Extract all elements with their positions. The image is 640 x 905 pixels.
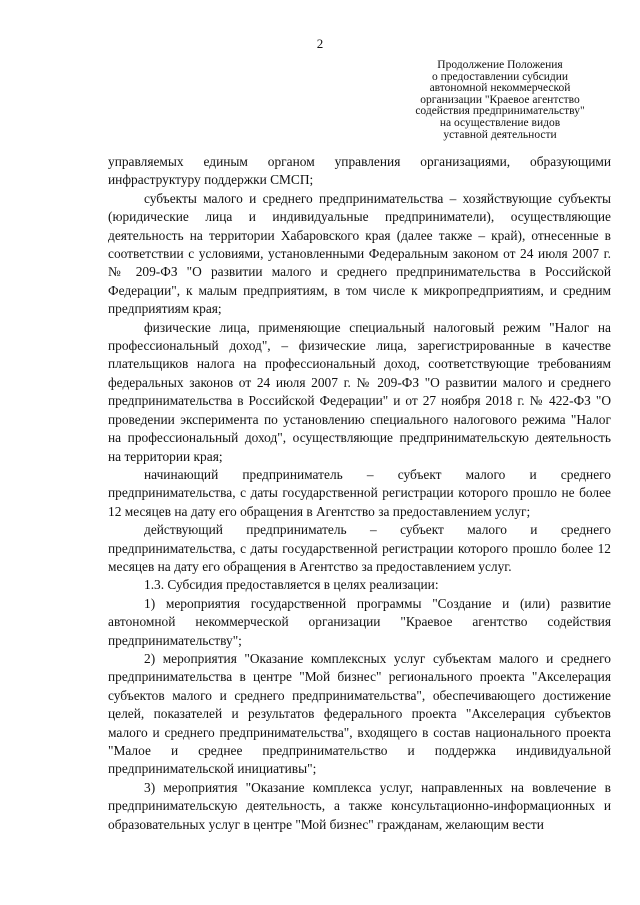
paragraph-starting-entrepreneur: начинающий предприниматель – субъект малого и среднего предпринимательства, с даты государственной регистрации которого прошло не более 12 месяцев на дату его обращения в Агентство за предоставлением услуг; [108, 466, 611, 519]
header-line: на осуществление видов [439, 116, 561, 129]
paragraph-self-employed-definition: физические лица, применяющие специальный налоговый режим "Налог на профессиональный доход", – физические лица, зарегистрированные в качестве плательщиков налога на профессиональный доход, соответствующие требованиям федеральных законов от 24 июля 2007 г. № 209-ФЗ "О развитии малого и среднего предпринимательства в Российской Федерации" и от 27 ноября 2018 г. № 422-ФЗ "О проведении эксперимента по установлению специального налогового режима "Налог на профессиональный доход", осуществляющие предпринимательскую деятельность на территории края; [108, 319, 611, 464]
document-body [108, 153, 611, 834]
paragraph-active-entrepreneur: действующий предприниматель – субъект малого и среднего предпринимательства, с даты государственной регистрации которого прошло более 12 месяцев на дату его обращения в Агентство за предоставлением услуг. [108, 522, 611, 574]
paragraph-item-2: 2) мероприятия "Оказание комплексных услуг субъектам малого и среднего предпринимательства в центре "Мой бизнес" регионального проекта "Акселерация субъектов малого и среднего предпринимательства", обеспечивающего достижение целей, показателей и результатов федерального проекта "Акселерация субъектов малого и среднего предпринимательства", входящего в состав национального проекта "Малое и среднее предпринимательство и поддержка индивидуальной предпринимательской инициативы"; [108, 650, 611, 777]
header-line: автономной некоммерческой [429, 82, 571, 95]
paragraph-smsp-definition: субъекты малого и среднего предпринимательства – хозяйствующие субъекты (юридические лица и индивидуальные предприниматели), осуществляющие деятельность на территории Хабаровского края (далее также – край), отнесенные в соответствии с условиями, установленными Федеральным законом от 24 июля 2007 г. № 209-ФЗ "О развитии малого и среднего предпринимательства в Российской Федерации", к малым предприятиям, в том числе к микропредприятиям, и средним предприятиям края; [108, 190, 611, 317]
paragraph-item-3: 3) мероприятия "Оказание комплекса услуг, направленных на вовлечение в предпринимательскую деятельность, а также консультационно-информационных и образовательных услуг в центре "Мой бизнес" гражданам, желающим вести [108, 779, 611, 832]
paragraph-section-1-3: 1.3. Субсидия предоставляется в целях реализации: [144, 577, 439, 593]
page-number: 2 [316, 36, 324, 51]
paragraph-item-1: 1) мероприятия государственной программы "Создание и (или) развитие автономной некоммерческой организации "Краевое агентство содействия предпринимательству"; [108, 595, 611, 648]
header-line: содействия предпринимательству" [415, 105, 585, 118]
header-line: Продолжение Положения [437, 59, 563, 71]
header-line: уставной деятельности [443, 128, 557, 141]
header-line: организации "Краевое агентство [420, 93, 580, 106]
paragraph-continuation: управляемых единым органом управления организациями, образующими инфраструктуру поддержки СМСП; [108, 154, 611, 188]
document-header [380, 60, 620, 141]
header-line: о предоставлении субсидии [431, 70, 569, 83]
